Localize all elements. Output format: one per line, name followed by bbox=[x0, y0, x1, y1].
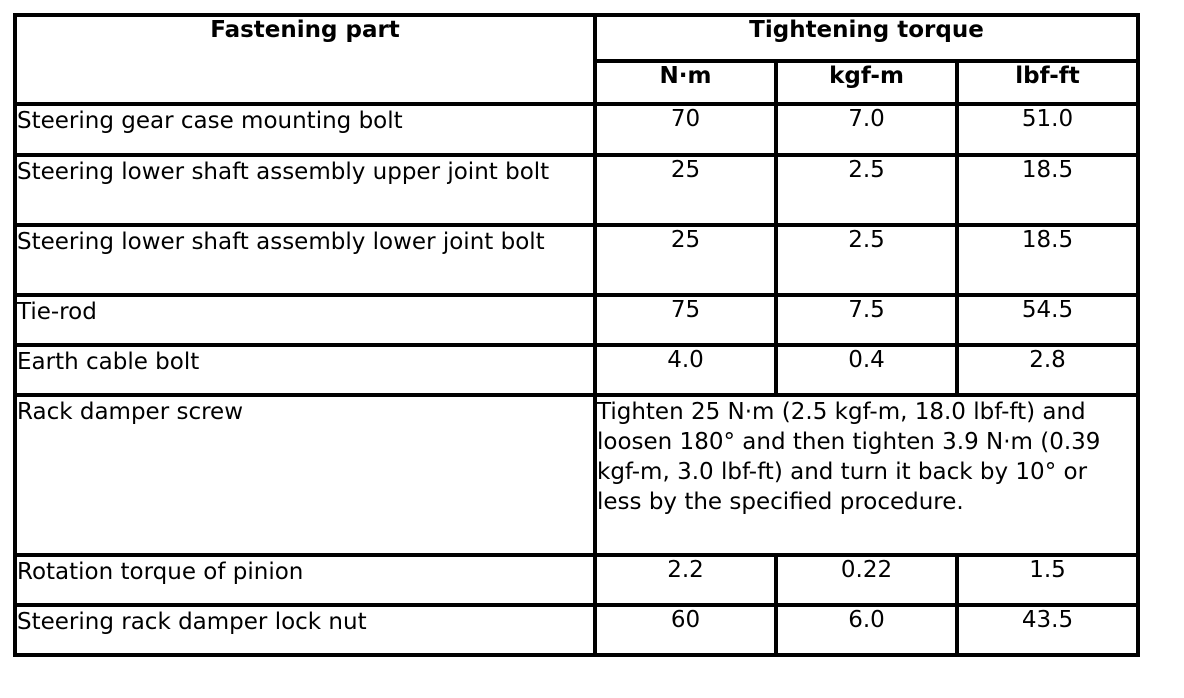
value-kgfm: 2.5 bbox=[776, 155, 957, 225]
value-lbfft: 43.5 bbox=[957, 605, 1138, 655]
value-kgfm: 2.5 bbox=[776, 225, 957, 295]
value-kgfm: 6.0 bbox=[776, 605, 957, 655]
table-row bbox=[15, 345, 1138, 395]
value-kgfm: 0.4 bbox=[776, 345, 957, 395]
value-kgfm: 7.5 bbox=[776, 295, 957, 345]
value-nm: 2.2 bbox=[595, 555, 776, 605]
part-name: Steering gear case mounting bolt bbox=[15, 104, 595, 155]
tightening-torque-table bbox=[13, 13, 1140, 657]
part-name: Rotation torque of pinion bbox=[15, 555, 595, 605]
tightening-torque-header: Tightening torque bbox=[595, 15, 1138, 61]
unit-header-lbfft: lbf-ft bbox=[957, 61, 1138, 104]
part-name: Earth cable bolt bbox=[15, 345, 595, 395]
table-header-row bbox=[15, 15, 1138, 61]
table-row bbox=[15, 155, 1138, 225]
table-row bbox=[15, 395, 1138, 555]
part-name: Steering lower shaft assembly lower joint bolt bbox=[15, 225, 595, 295]
value-nm: 4.0 bbox=[595, 345, 776, 395]
part-name: Steering lower shaft assembly upper joint bolt bbox=[15, 155, 595, 225]
table-row bbox=[15, 605, 1138, 655]
value-lbfft: 1.5 bbox=[957, 555, 1138, 605]
value-nm: 70 bbox=[595, 104, 776, 155]
value-lbfft: 54.5 bbox=[957, 295, 1138, 345]
part-name: Steering rack damper lock nut bbox=[15, 605, 595, 655]
value-lbfft: 18.5 bbox=[957, 225, 1138, 295]
unit-header-kgfm: kgf-m bbox=[776, 61, 957, 104]
table-row bbox=[15, 555, 1138, 605]
value-lbfft: 2.8 bbox=[957, 345, 1138, 395]
value-nm: 60 bbox=[595, 605, 776, 655]
fastening-part-header: Fastening part bbox=[15, 15, 595, 104]
value-kgfm: 7.0 bbox=[776, 104, 957, 155]
value-lbfft: 51.0 bbox=[957, 104, 1138, 155]
value-nm: 25 bbox=[595, 155, 776, 225]
part-name: Tie-rod bbox=[15, 295, 595, 345]
table-row bbox=[15, 295, 1138, 345]
procedure-note: Tighten 25 N·m (2.5 kgf-m, 18.0 lbf-ft) and loosen 180° and then tighten 3.9 N·m (0.39 kgf-m, 3.0 lbf-ft) and turn it back by 10° or less by the specified procedure. bbox=[595, 395, 1138, 555]
part-name: Rack damper screw bbox=[15, 395, 595, 555]
value-nm: 75 bbox=[595, 295, 776, 345]
value-lbfft: 18.5 bbox=[957, 155, 1138, 225]
unit-header-nm: N·m bbox=[595, 61, 776, 104]
table-row bbox=[15, 104, 1138, 155]
value-kgfm: 0.22 bbox=[776, 555, 957, 605]
table-row bbox=[15, 225, 1138, 295]
value-nm: 25 bbox=[595, 225, 776, 295]
